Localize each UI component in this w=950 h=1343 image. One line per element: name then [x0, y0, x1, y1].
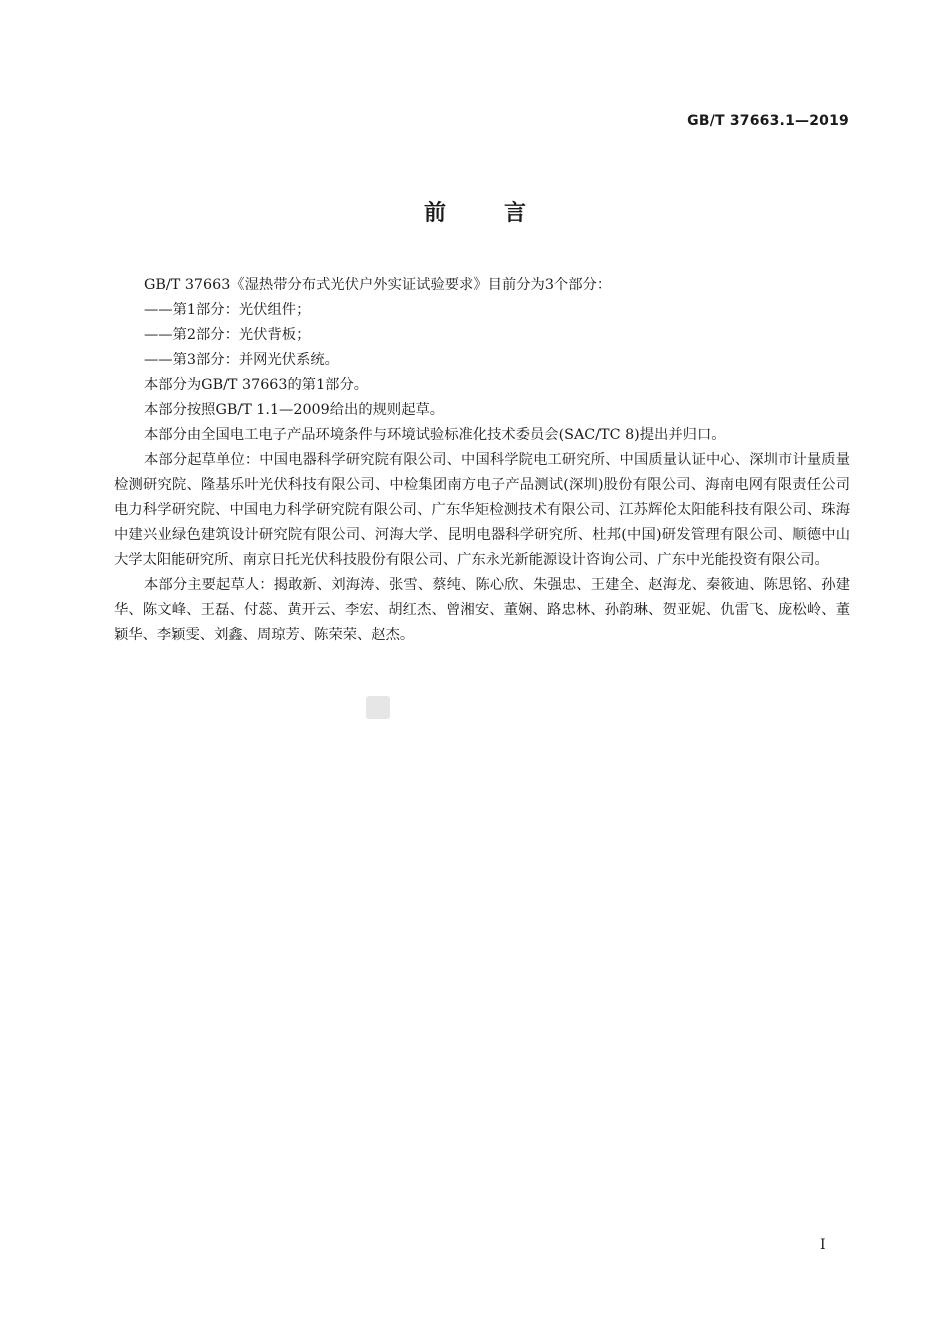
part-list-item: ——第3部分：并网光伏系统。: [144, 352, 339, 368]
this-part-paragraph: 本部分为GB/T 37663的第1部分。: [144, 377, 369, 393]
drafters-paragraph: 本部分主要起草人：揭敢新、刘海涛、张雪、蔡纯、陈心欣、朱强忠、王建全、赵海龙、秦筱迪、陈思铭、孙建华、陈文峰、王磊、付蕊、黄开云、李宏、胡红杰、曾湘安、董娴、路忠林、孙韵琳、贺亚妮、仇雷飞、庞松岭、董颖华、李颖雯、刘鑫、周琼芳、陈荣荣、赵杰。: [114, 577, 850, 643]
drafting-units-paragraph: 本部分起草单位：中国电器科学研究院有限公司、中国科学院电工研究所、中国质量认证中心、深圳市计量质量检测研究院、隆基乐叶光伏科技有限公司、中检集团南方电子产品测试(深圳)股份有限公司、海南电网有限责任公司电力科学研究院、中国电力科学研究院有限公司、广东华矩检测技术有限公司、江苏辉伦太阳能科技有限公司、珠海中建兴业绿色建筑设计研究院有限公司、河海大学、昆明电器科学研究所、杜邦(中国)研发管理有限公司、顺德中山大学太阳能研究所、南京日托光伏科技股份有限公司、广东永光新能源设计咨询公司、广东中光能投资有限公司。: [114, 452, 850, 568]
proposer-paragraph: 本部分由全国电工电子产品环境条件与环境试验标准化技术委员会(SAC/TC 8)提出并归口。: [144, 427, 726, 443]
standard-code: GB/T 37663.1—2019: [687, 113, 849, 129]
rules-paragraph: 本部分按照GB/T 1.1—2009给出的规则起草。: [144, 402, 445, 418]
scan-marker: [366, 696, 390, 719]
intro-paragraph: GB/T 37663《湿热带分布式光伏户外实证试验要求》目前分为3个部分：: [144, 277, 612, 293]
part-list-item: ——第1部分：光伏组件；: [144, 302, 311, 318]
part-list-item: ——第2部分：光伏背板；: [144, 327, 311, 343]
page-number: I: [820, 1237, 826, 1253]
page-title: 前言: [423, 201, 584, 226]
foreword-body: [114, 273, 850, 648]
